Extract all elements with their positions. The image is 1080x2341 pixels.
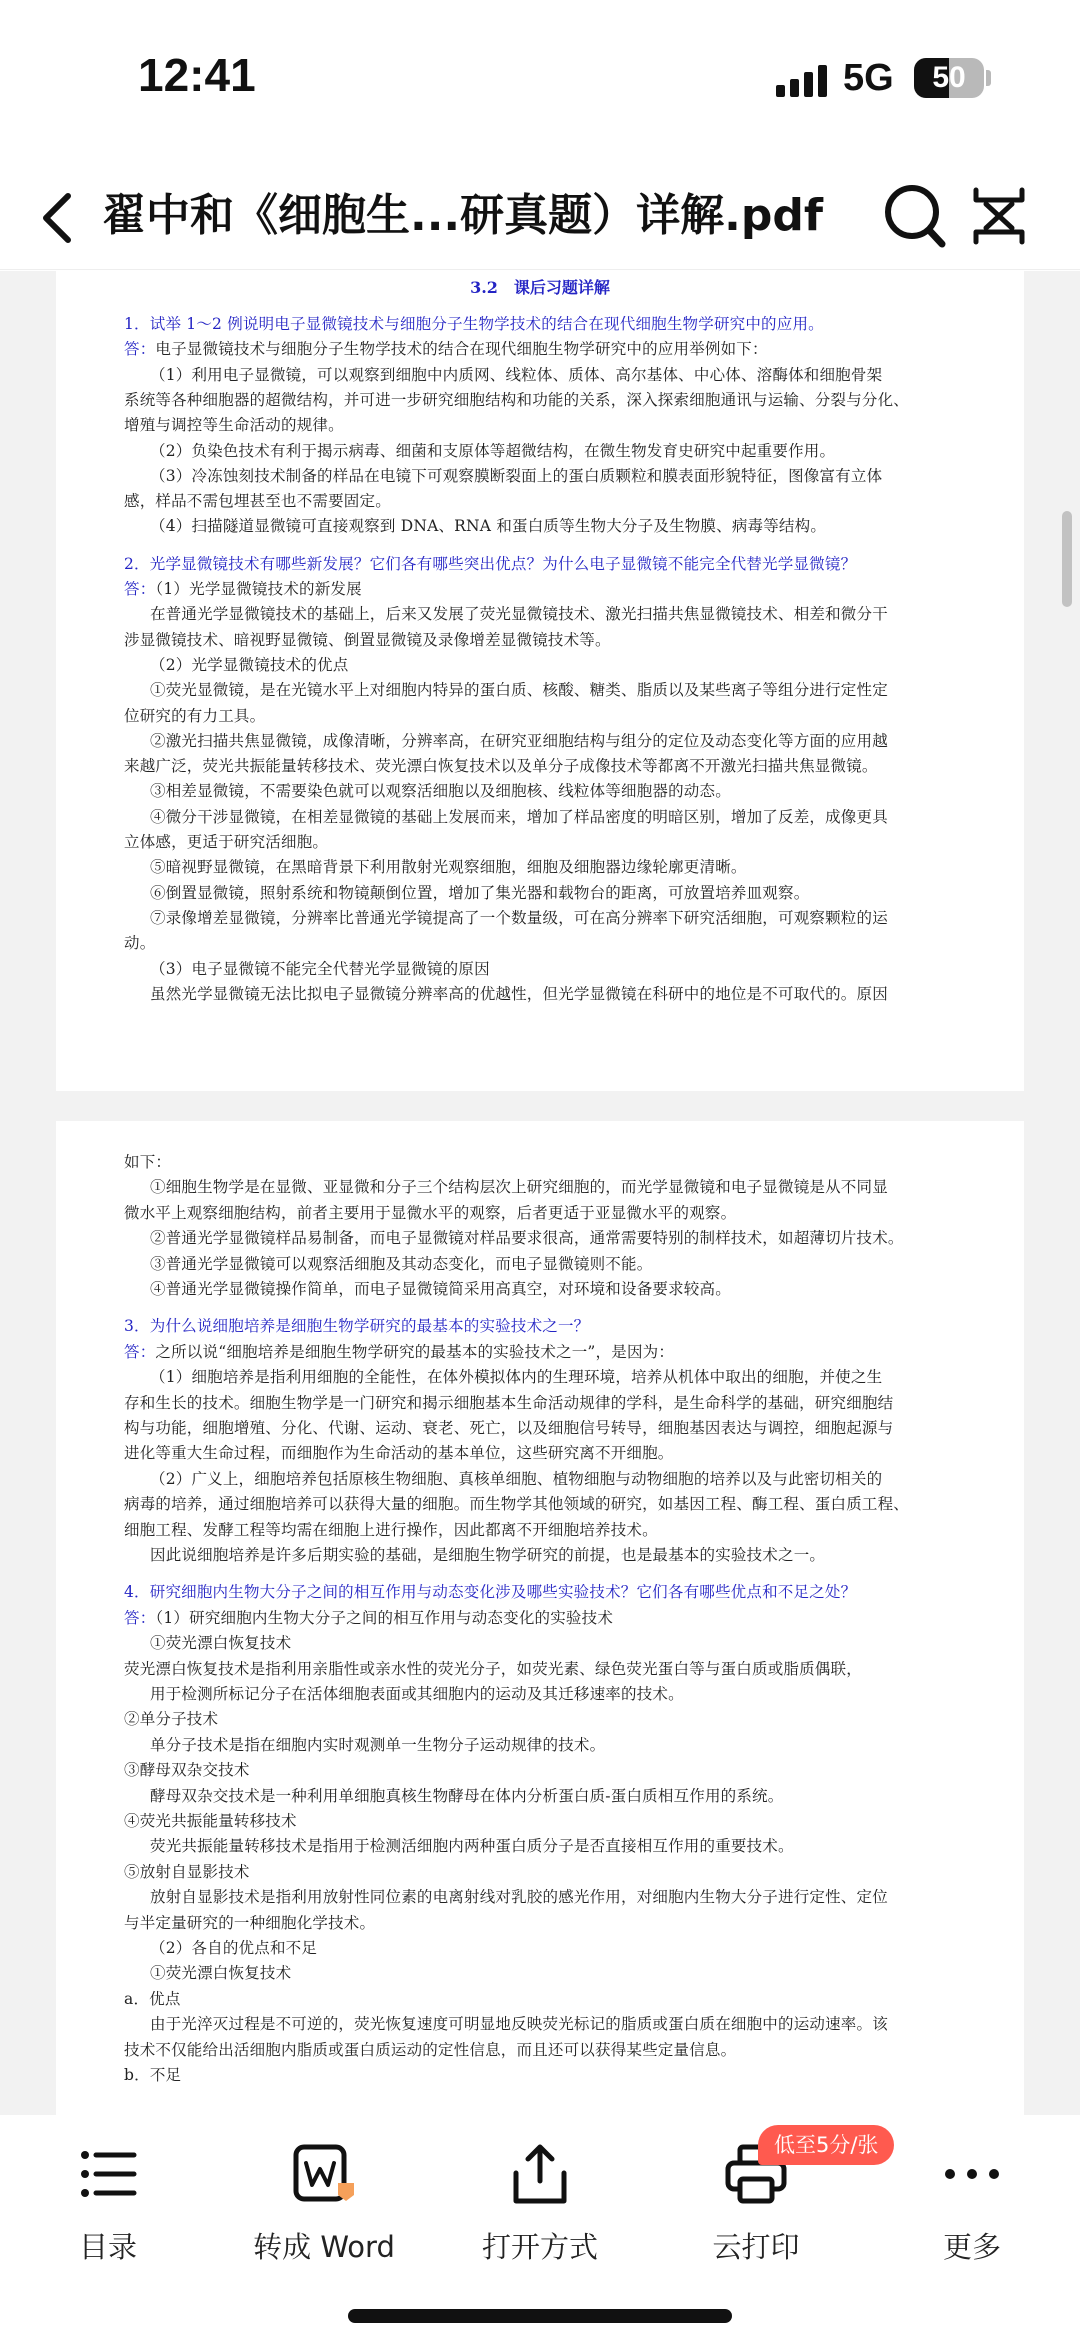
document-text-line: 病毒的培养，通过细胞培养可以获得大量的细胞。而生物学其他领域的研究，如基因工程、酶工程、蛋白质工程、 [124,1495,910,1514]
document-text-line: 因此说细胞培养是许多后期实验的基础，是细胞生物学研究的前提，也是最基本的实验技术之一。 [150,1546,826,1564]
home-indicator [348,2309,732,2323]
document-page [56,271,1024,1091]
search-icon [880,180,950,252]
document-text-line: ⑤放射自显影技术 [124,1862,250,1881]
more-icon [940,2143,1004,2205]
document-text-line: a．优点 [124,1989,181,2008]
answer-text: （1）研究细胞内生物大分子之间的相互作用与动态变化的实验技术 [155,1608,614,1627]
document-text-line: 位研究的有力工具。 [124,706,266,725]
document-text-line: ②激光扫描共焦显微镜，成像清晰，分辨率高，在研究亚细胞结构与组分的定位及动态变化等方面的应用越 [150,731,888,750]
answer-text: 电子显微镜技术与细胞分子生物学技术的结合在现代细胞生物学研究中的应用举例如下： [155,340,768,359]
document-text-line: 由于光淬灭过程是不可逆的，荧光恢复速度可明显地反映荧光标记的脂质或蛋白质在细胞中的运动速率。该 [150,2015,888,2034]
document-page [56,1121,1024,2115]
document-text-line: 放射自显影技术是指利用放射性同位素的电离射线对乳胶的感光作用，对细胞内生物大分子进行定性、定位 [150,1888,888,1907]
status-bar [0,0,1080,160]
document-text-line: （3）电子显微镜不能完全代替光学显微镜的原因 [150,959,490,978]
battery-icon [914,58,984,98]
document-text-line: 1．试举 1～2 例说明电子显微镜技术与细胞分子生物学技术的结合在现代细胞生物学研究中的应用。 [124,315,824,333]
document-text-line: ⑤暗视野显微镜，在黑暗背景下利用散射光观察细胞，细胞及细胞器边缘轮廓更清晰。 [150,858,747,877]
toolbar-label: 打开方式 [481,2230,598,2264]
battery-level: 50 [932,61,966,94]
toolbar-label: 目录 [78,2230,137,2264]
word-convert-icon [292,2143,356,2205]
toolbar-item-open-with[interactable] [440,2133,640,2263]
document-text-line: 技术不仅能给出活细胞内脂质或蛋白质运动的定性信息，而且还可以获得某些定量信息。 [124,2040,737,2059]
document-text-line [124,336,1014,362]
document-text-line: 酵母双杂交技术是一种利用单细胞真核生物酵母在体内分析蛋白质-蛋白质相互作用的系统。 [150,1786,784,1805]
document-text-line: 虽然光学显微镜无法比拟电子显微镜分辨率高的优越性，但光学显微镜在科研中的地位是不可取代的。原因 [150,984,888,1003]
answer-text: 之所以说“细胞培养是细胞生物学研究的最基本的实验技术之一”，是因为： [155,1342,675,1361]
document-text-line [124,576,1014,602]
document-text-line: 来越广泛，荧光共振能量转移技术、荧光漂白恢复技术以及单分子成像技术等都离不开激光扫描共焦显微镜。 [124,757,878,776]
answer-prefix: 答： [124,1608,156,1627]
document-text-line: ④微分干涉显微镜，在相差显微镜的基础上发展而来，增加了样品密度的明暗区别，增加了反差，成像更具 [150,807,888,826]
toolbar-label: 更多 [942,2230,1001,2264]
document-text-line: 感，样品不需包埋甚至也不需要固定。 [124,492,391,511]
expand-button[interactable] [968,182,1030,250]
document-text-line: ①荧光漂白恢复技术 [150,1964,292,1983]
document-text-line: （1）细胞培养是指利用细胞的全能性，在体外模拟体内的生理环境，培养从机体中取出的细胞，并使之生 [150,1368,883,1387]
document-text-line: 构与功能，细胞增殖、分化、代谢、运动、衰老、死亡，以及细胞信号转导，细胞基因表达与调控，细胞起源与 [124,1419,894,1437]
document-text-line: 动。 [124,934,156,953]
back-button[interactable] [30,182,90,252]
toolbar-item-more[interactable] [872,2133,1072,2263]
document-text-line: ⑥倒置显微镜，照射系统和物镜颠倒位置，增加了集光器和载物台的距离，可放置培养皿观察。 [150,883,810,902]
document-text-line: 系统等各种细胞器的超微结构，并可进一步研究细胞结构和功能的关系，深入探索细胞通讯与运输、分裂与分化、 [124,390,910,409]
document-text-line: 涉显微镜技术、暗视野显微镜、倒置显微镜及录像增差显微镜技术等。 [124,630,611,649]
promo-badge: 低至5分/张 [758,2125,894,2165]
document-text-line: 在普通光学显微镜技术的基础上，后来又发展了荧光显微镜技术、激光扫描共焦显微镜技术、相差和微分干 [150,605,888,624]
document-text-line: ③相差显微镜，不需要染色就可以观察活细胞以及细胞核、线粒体等细胞器的动态。 [150,782,731,801]
document-text-line: ①荧光显微镜，是在光镜水平上对细胞内特异的蛋白质、核酸、糖类、脂质以及某些离子等组分进行定性定 [150,681,888,700]
document-text-line: 如下： [124,1153,172,1171]
document-text-line: 存和生长的技术。细胞生物学是一门研究和揭示细胞基本生命活动规律的学科，是生命科学的基础，研究细胞结 [124,1393,894,1412]
battery-cap [986,70,991,86]
list-icon [76,2143,140,2205]
document-text-line: 用于检测所标记分子在活体细胞表面或其细胞内的运动及其迁移速率的技术。 [150,1685,684,1703]
bottom-toolbar [0,2115,1080,2341]
document-title: 翟中和《细胞生...研真题）详解.pdf [102,190,823,241]
chevron-left-icon [30,182,90,252]
status-time: 12:41 [138,49,256,101]
document-text-line: ③普通光学显微镜可以观察活细胞及其动态变化，而电子显微镜则不能。 [150,1254,653,1273]
toolbar-item-convert-word[interactable] [224,2133,424,2263]
document-text-line: ①细胞生物学是在显微、亚显微和分子三个结构层次上研究细胞的，而光学显微镜和电子显微镜是从不同显 [150,1178,888,1197]
document-text-line: 2．光学显微镜技术有哪些新发展？它们各有哪些突出优点？为什么电子显微镜不能完全代替光学显微镜？ [124,554,857,573]
document-text-line: 荧光漂白恢复技术是指利用亲脂性或亲水性的荧光分子，如荧光素、绿色荧光蛋白等与蛋白质或脂质偶联， [124,1659,862,1678]
answer-prefix: 答： [124,1342,156,1361]
document-text-line: （2）负染色技术有利于揭示病毒、细菌和支原体等超微结构，在微生物发育史研究中起重要作用。 [150,441,836,460]
document-text-line: 3．为什么说细胞培养是细胞生物学研究的最基本的实验技术之一？ [124,1317,590,1336]
scrollbar[interactable] [1062,511,1072,607]
search-button[interactable] [880,180,950,252]
document-text-line [124,1605,1014,1631]
document-text-line: （2）广义上，细胞培养包括原核生物细胞、真核单细胞、植物细胞与动物细胞的培养以及与此密切相关的 [150,1469,883,1488]
document-text-line: ③酵母双杂交技术 [124,1761,250,1780]
document-text-line: b．不足 [124,2066,182,2084]
share-icon [508,2143,572,2205]
document-text-line: 立体感，更适于研究活细胞。 [124,833,329,851]
document-text-line: 细胞工程、发酵工程等均需在细胞上进行操作，因此都离不开细胞培养技术。 [124,1520,658,1539]
document-text-line: ①荧光漂白恢复技术 [150,1634,292,1653]
document-text-line: ②普通光学显微镜样品易制备，而电子显微镜对样品要求很高，通常需要特别的制样技术，如超薄切片技术。 [150,1229,904,1248]
document-text-line: （2）光学显微镜技术的优点 [150,655,349,674]
answer-prefix: 答： [124,580,156,598]
toolbar-label: 云打印 [712,2230,800,2264]
document-viewer[interactable] [0,271,1080,2115]
document-text-line: （3）冷冻蚀刻技术制备的样品在电镜下可观察膜断裂面上的蛋白质颗粒和膜表面形貌特征，图像富有立体 [150,466,883,485]
answer-text: （1）光学显微镜技术的新发展 [155,580,362,598]
document-text-line: 进化等重大生命过程，而细胞作为生命活动的基本单位，这些研究离不开细胞。 [124,1444,674,1463]
answer-prefix: 答： [124,340,156,359]
document-text-line: 单分子技术是指在细胞内实时观测单一生物分子运动规律的技术。 [150,1735,606,1754]
document-text-line: （4）扫描隧道显微镜可直接观察到 DNA、RNA 和蛋白质等生物大分子及生物膜、病毒等结构。 [150,517,827,536]
document-text-line: 与半定量研究的一种细胞化学技术。 [124,1913,376,1932]
document-text-line: ④荧光共振能量转移技术 [124,1812,297,1830]
signal-icon [776,63,832,97]
document-text-line: （2）各自的优点和不足 [150,1939,318,1957]
expand-icon [968,182,1030,250]
document-text-line: ⑦录像增差显微镜，分辨率比普通光学镜提高了一个数量级，可在高分辨率下研究活细胞，可观察颗粒的运 [150,908,888,927]
document-text-line: 微水平上观察细胞结构，前者主要用于显微水平的观察，后者更适于亚显微水平的观察。 [124,1203,737,1222]
document-text-line: ②单分子技术 [124,1710,219,1729]
toolbar-item-toc[interactable] [8,2133,208,2263]
document-text-line: 荧光共振能量转移技术是指用于检测活细胞内两种蛋白质分子是否直接相互作用的重要技术。 [150,1837,794,1856]
document-text-line: ④普通光学显微镜操作简单，而电子显微镜简采用高真空，对环境和设备要求较高。 [150,1280,731,1298]
document-text-line: （1）利用电子显微镜，可以观察到细胞中内质网、线粒体、质体、高尔基体、中心体、溶酶体和细胞骨架 [150,365,883,384]
toolbar-label: 转成 Word [253,2230,395,2264]
nav-bar [0,160,1080,270]
network-type: 5G [843,57,894,99]
document-text-line: 增殖与调控等生命活动的规律。 [124,416,344,435]
section-title: 3.2 课后习题详解 [470,278,610,297]
document-text-line [124,1339,1014,1365]
document-text-line: 4．研究细胞内生物大分子之间的相互作用与动态变化涉及哪些实验技术？它们各有哪些优点和不足之处？ [124,1583,857,1602]
